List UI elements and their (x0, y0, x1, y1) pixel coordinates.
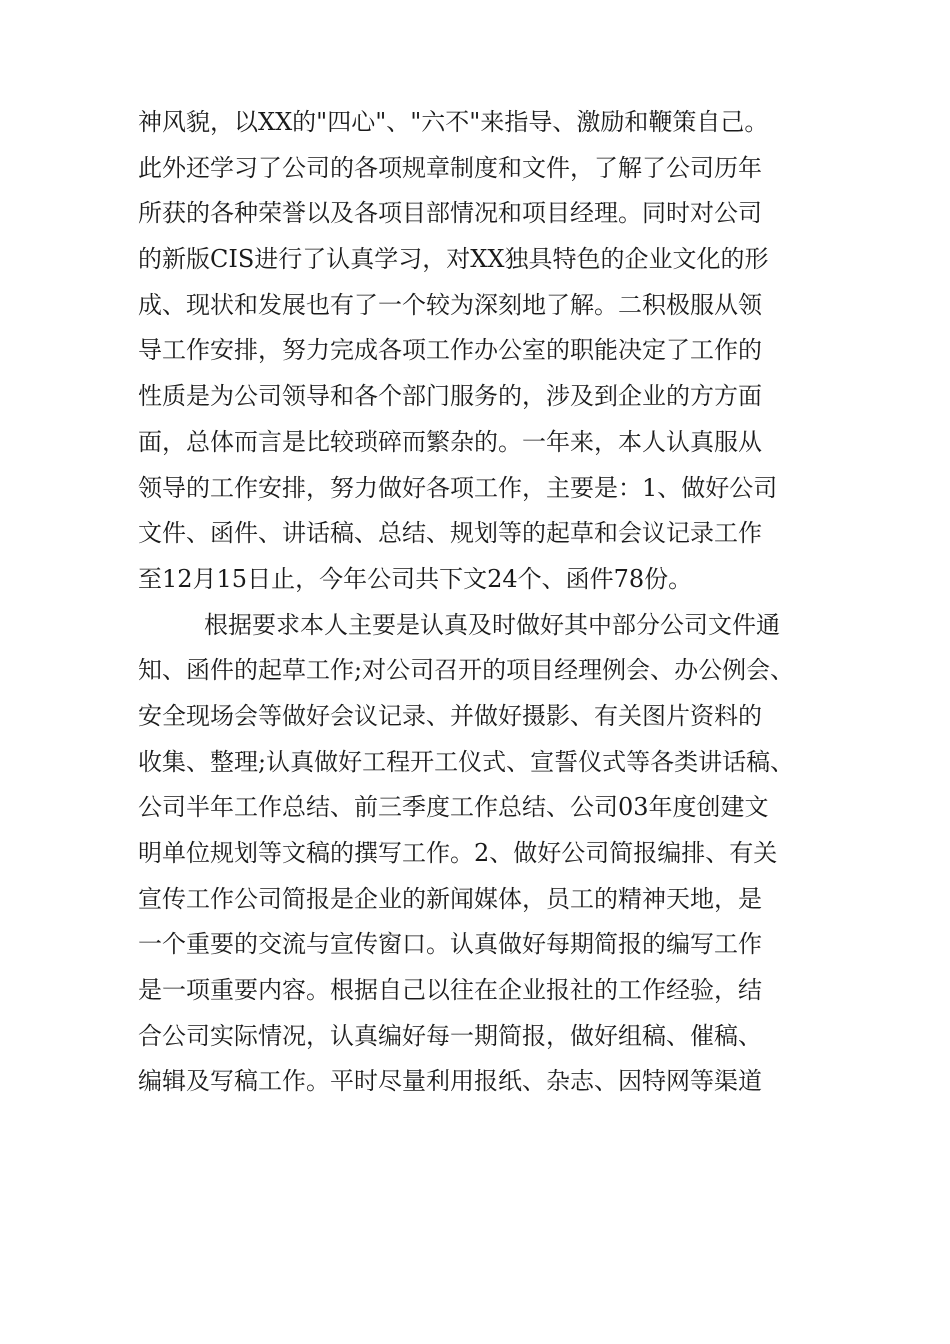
text-line: 导工作安排，努力完成各项工作办公室的职能决定了工作的 (138, 336, 762, 365)
text-line: 编辑及写稿工作。平时尽量利用报纸、杂志、因特网等渠道 (138, 1067, 762, 1096)
text-line: 神风貌，以XX的"四心"、"六不"来指导、激励和鞭策自己。 (138, 108, 769, 136)
body-text (138, 100, 838, 1105)
text-line: 的新版CIS进行了认真学习，对XX独具特色的企业文化的形 (138, 245, 769, 274)
text-line: 是一项重要内容。根据自己以往在企业报社的工作经验，结 (138, 976, 762, 1005)
paragraph-first-line: 根据要求本人主要是认真及时做好其中部分公司文件通 (204, 610, 780, 639)
text-line: 安全现场会等做好会议记录、并做好摄影、有关图片资料的 (138, 701, 762, 730)
text-line: 领导的工作安排，努力做好各项工作，主要是：1、做好公司 (138, 473, 778, 502)
text-line: 性质是为公司领导和各个部门服务的，涉及到企业的方方面 (138, 382, 762, 411)
text-line: 合公司实际情况，认真编好每一期简报，做好组稿、催稿、 (138, 1021, 762, 1050)
text-line: 明单位规划等文稿的撰写工作。2、做好公司简报编排、有关 (138, 839, 778, 867)
text-line: 所获的各种荣誉以及各项目部情况和项目经理。同时对公司 (138, 199, 762, 228)
text-line: 面，总体而言是比较琐碎而繁杂的。一年来，本人认真服从 (138, 427, 762, 456)
text-line: 宣传工作公司简报是企业的新闻媒体，员工的精神天地，是 (138, 884, 762, 913)
text-line: 收集、整理;认真做好工程开工仪式、宣誓仪式等各类讲话稿、 (138, 747, 795, 776)
text-line: 此外还学习了公司的各项规章制度和文件，了解了公司历年 (138, 153, 762, 182)
text-line: 一个重要的交流与宣传窗口。认真做好每期简报的编写工作 (138, 930, 762, 959)
text-line: 公司半年工作总结、前三季度工作总结、公司03年度创建文 (138, 793, 769, 822)
text-line: 成、现状和发展也有了一个较为深刻地了解。二积极服从领 (138, 290, 762, 319)
text-line: 至12月15日止，今年公司共下文24个、函件78份。 (138, 564, 693, 593)
text-line: 知、函件的起草工作;对公司召开的项目经理例会、办公例会、 (138, 656, 795, 685)
text-line: 文件、函件、讲话稿、总结、规划等的起草和会议记录工作 (138, 519, 762, 548)
